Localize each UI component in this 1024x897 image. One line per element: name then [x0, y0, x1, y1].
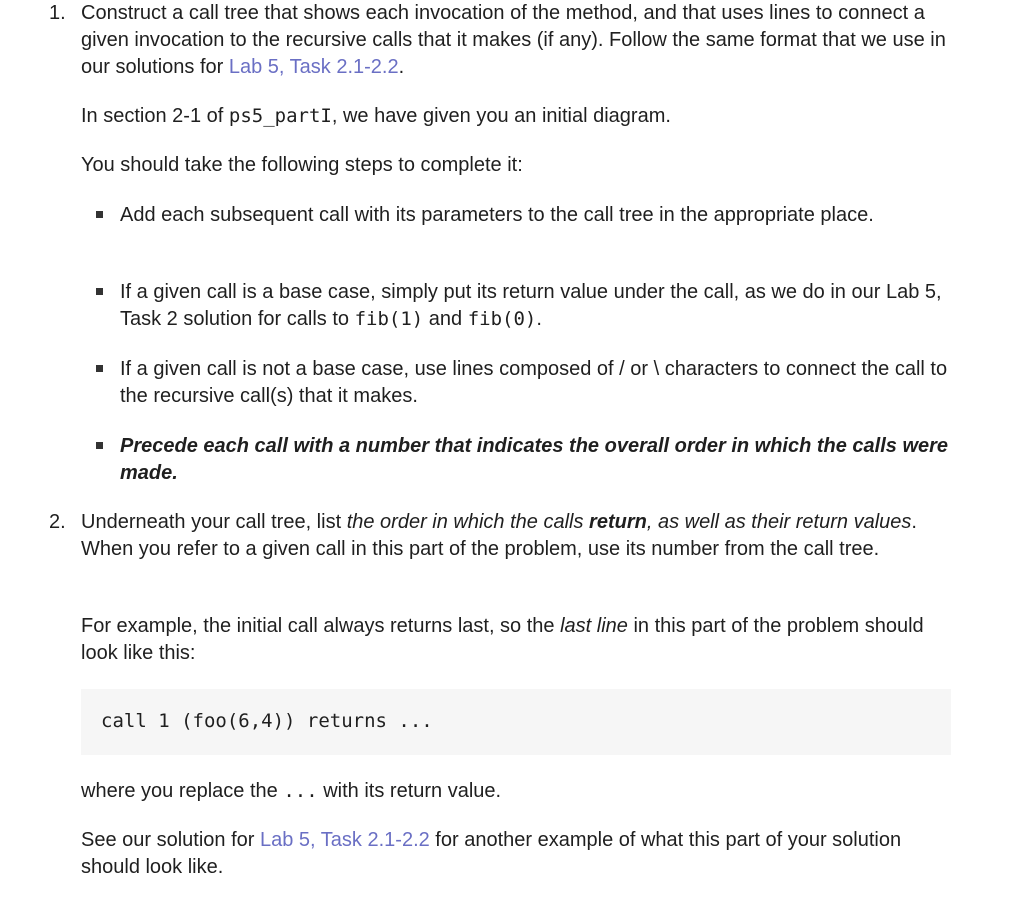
- bullet-base-case: If a given call is a base case, simply put its return value under the call, as we do in our Lab 5, Task 2 solution for calls to fib(1) and fib(0).: [120, 281, 942, 330]
- item-2-text: Underneath your call tree, list the order in which the calls return, as well as their return values. When you refer to a given call in this part of the problem, use its number from the call tree.: [81, 511, 917, 560]
- see-solution-paragraph: See our solution for Lab 5, Task 2.1-2.2 for another example of what this part of your solution should look like.: [81, 829, 902, 878]
- steps-intro-paragraph: You should take the following steps to complete it:: [81, 154, 523, 176]
- bullet-call-order: Precede each call with a number that indicates the overall order in which the calls were made.: [120, 435, 949, 484]
- bullet-marker: [96, 365, 103, 372]
- ps5-partI-code: ps5_partI: [228, 105, 332, 127]
- code-block: [81, 689, 951, 755]
- lab5-task-link-2[interactable]: Lab 5, Task 2.1-2.2: [260, 829, 430, 851]
- bullet-marker: [96, 442, 103, 449]
- bullet-marker: [96, 288, 103, 295]
- lab5-task-link[interactable]: Lab 5, Task 2.1-2.2: [228, 56, 399, 78]
- bullet-marker: [96, 211, 103, 218]
- item-1-text: Construct a call tree that shows each invocation of the method, and that uses lines to connect a given invocation to the recursive calls that it makes (if any). Follow the same format that we use in our solutions for Lab 5, Task 2.1-2.2.: [81, 2, 946, 78]
- example-paragraph: For example, the initial call always returns last, so the last line in this part of the problem should look like this:: [81, 615, 924, 664]
- code-line: call 1 (foo(6,4)) returns ...: [101, 710, 433, 732]
- replace-paragraph: where you replace the ... with its return value.: [81, 780, 502, 802]
- bullet-add-call: Add each subsequent call with its parameters to the call tree in the appropriate place.: [120, 204, 874, 226]
- bullet-recursive-lines: If a given call is not a base case, use lines composed of / or \ characters to connect the call to the recursive call(s) that it makes.: [120, 358, 948, 407]
- section-paragraph: In section 2-1 of ps5_partI, we have given you an initial diagram.: [81, 105, 671, 127]
- item-1-number: 1.: [49, 2, 66, 24]
- item-2-number: 2.: [49, 511, 66, 533]
